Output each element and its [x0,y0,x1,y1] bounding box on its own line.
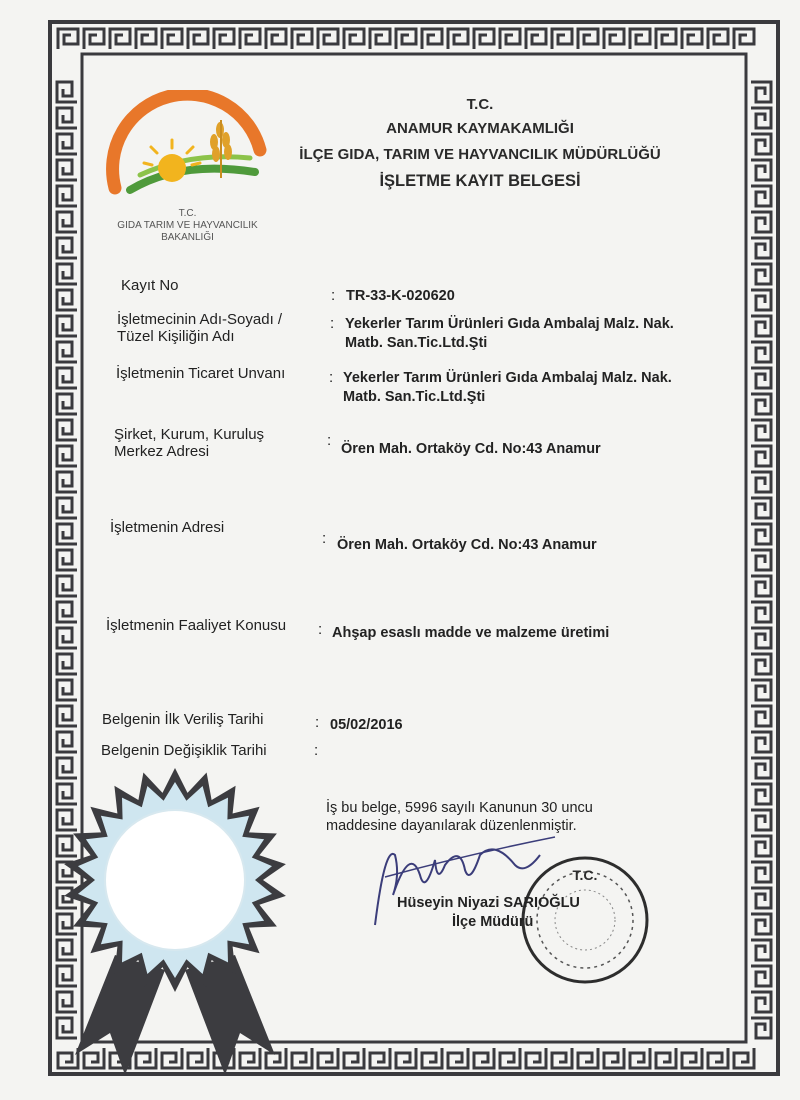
field-value: Ahşap esaslı madde ve malzeme üretimi [332,625,610,641]
field-colon: : [322,530,327,547]
logo-ministry-line2: BAKANLIĞI [161,232,214,243]
signatory-title: İlçe Müdürü [452,914,534,930]
field-label: İşletmenin Ticaret Unvanı [116,365,286,382]
field-label: Belgenin Değişiklik Tarihi [101,742,267,759]
field-value-line2: Matb. San.Tic.Ltd.Şti [343,389,486,405]
legal-note-line2: maddesine dayanılarak düzenlenmiştir. [326,818,577,834]
field-colon: : [327,432,332,449]
field-value: Ören Mah. Ortaköy Cd. No:43 Anamur [337,537,597,553]
field-label: Kayıt No [121,277,179,294]
field-label: Belgenin İlk Veriliş Tarihi [102,711,264,728]
signatory-name: Hüseyin Niyazi SARIOĞLU [397,895,580,911]
field-value: TR-33-K-020620 [346,288,455,304]
field-label: İşletmenin Adresi [110,519,225,536]
official-seal-stamp [515,850,655,990]
field-value: Yekerler Tarım Ürünleri Gıda Ambalaj Malz. Nak. [345,316,674,332]
field-value: Ören Mah. Ortaköy Cd. No:43 Anamur [341,441,601,457]
logo-tc: T.C. [178,208,197,219]
ministry-logo [100,90,275,200]
field-label-line2: Tüzel Kişiliğin Adı [117,328,235,345]
field-value-line2: Matb. San.Tic.Ltd.Şti [345,335,488,351]
field-label: İşletmenin Faaliyet Konusu [106,617,287,634]
header-kaymakamlik: ANAMUR KAYMAKAMLIĞI [386,120,574,137]
header-mudurluk: İLÇE GIDA, TARIM VE HAYVANCILIK MÜDÜRLÜĞÜ [299,146,661,163]
stamp-text: T.C. [572,867,598,883]
field-colon: : [331,287,336,304]
legal-note-line1: İş bu belge, 5996 sayılı Kanunun 30 uncu [326,800,593,816]
field-label-line2: Merkez Adresi [114,443,210,460]
field-label: Şirket, Kurum, Kuruluş [114,426,265,443]
field-colon: : [315,714,320,731]
field-colon: : [314,742,319,759]
field-value: 05/02/2016 [330,717,403,733]
logo-ministry-line1: GIDA TARIM VE HAYVANCILIK [117,220,258,231]
award-rosette-seal [55,765,295,1085]
field-colon: : [330,315,335,332]
field-colon: : [318,621,323,638]
header-tc: T.C. [466,96,494,113]
field-colon: : [329,369,334,386]
document-title: İŞLETME KAYIT BELGESİ [379,172,581,190]
field-label: İşletmecinin Adı-Soyadı / [117,311,283,328]
field-value: Yekerler Tarım Ürünleri Gıda Ambalaj Malz. Nak. [343,370,672,386]
